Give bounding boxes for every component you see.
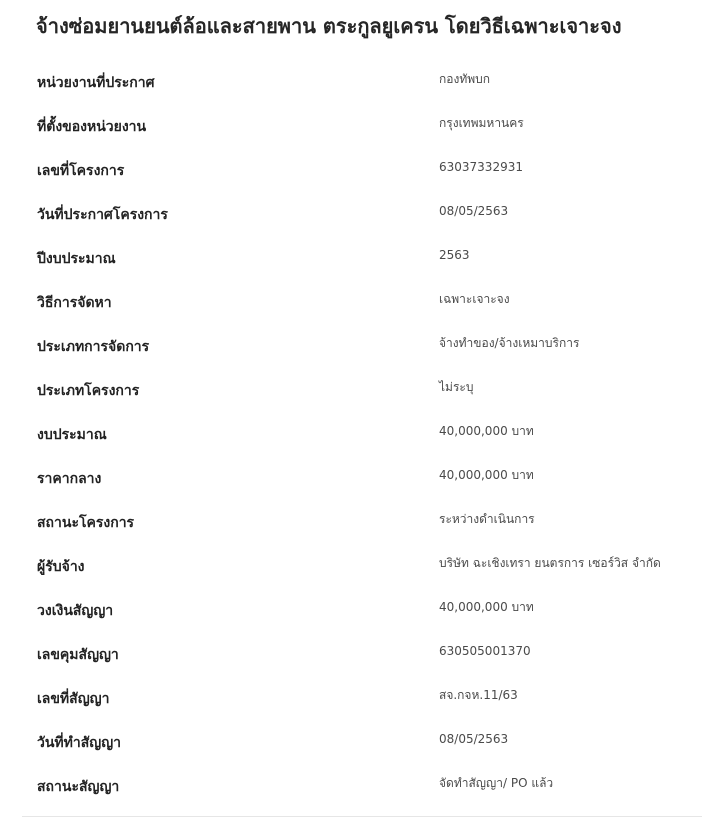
detail-row-reference-price	[0, 456, 724, 500]
detail-label: หน่วยงานที่ประกาศ	[37, 75, 155, 91]
detail-label: สถานะสัญญา	[37, 779, 120, 795]
detail-value: ระหว่างดำเนินการ	[439, 512, 535, 526]
detail-value: 08/05/2563	[439, 732, 509, 746]
page-title: จ้างซ่อมยานยนต์ล้อและสายพาน ตระกูลยูเครน โดยวิธีเฉพาะเจาะจง	[36, 14, 622, 38]
detail-label: เลขคุมสัญญา	[37, 647, 119, 663]
detail-value: จัดทำสัญญา/ PO แล้ว	[439, 776, 554, 790]
detail-row-contract-control-number	[0, 632, 724, 676]
detail-label: เลขที่โครงการ	[37, 163, 125, 179]
detail-row-agency	[0, 60, 724, 104]
detail-value: 08/05/2563	[439, 204, 509, 218]
detail-row-project-type	[0, 368, 724, 412]
detail-list	[0, 60, 724, 808]
detail-value: 630505001370	[439, 644, 531, 658]
detail-value: เฉพาะเจาะจง	[439, 292, 510, 306]
detail-row-announce-date	[0, 192, 724, 236]
bottom-divider	[22, 816, 702, 817]
detail-label: ผู้รับจ้าง	[37, 559, 85, 575]
detail-row-contract-status	[0, 764, 724, 808]
detail-row-budget	[0, 412, 724, 456]
detail-row-contract-amount	[0, 588, 724, 632]
detail-row-contract-number	[0, 676, 724, 720]
detail-label: สถานะโครงการ	[37, 515, 135, 531]
detail-row-fiscal-year	[0, 236, 724, 280]
detail-row-agency-location	[0, 104, 724, 148]
detail-row-procurement-type	[0, 324, 724, 368]
detail-label: ประเภทการจัดการ	[37, 339, 150, 355]
detail-row-project-number	[0, 148, 724, 192]
detail-value: 40,000,000 บาท	[439, 600, 534, 614]
detail-value: 2563	[439, 248, 470, 262]
detail-value: จ้างทำของ/จ้างเหมาบริการ	[439, 336, 580, 350]
detail-value: กรุงเทพมหานคร	[439, 116, 524, 130]
detail-label: ที่ตั้งของหน่วยงาน	[37, 119, 147, 135]
detail-value: ไม่ระบุ	[439, 380, 474, 394]
detail-row-project-status	[0, 500, 724, 544]
detail-value: กองทัพบก	[439, 72, 491, 86]
detail-label: งบประมาณ	[37, 427, 107, 443]
detail-label: วันที่ประกาศโครงการ	[37, 207, 168, 223]
detail-label: เลขที่สัญญา	[37, 691, 110, 707]
detail-value: 40,000,000 บาท	[439, 468, 534, 482]
detail-label: ปีงบประมาณ	[37, 251, 116, 267]
detail-label: วันที่ทำสัญญา	[37, 735, 122, 751]
detail-label: ประเภทโครงการ	[37, 383, 140, 399]
detail-value: 63037332931	[439, 160, 523, 174]
detail-value: บริษัท ฉะเชิงเทรา ยนตรการ เซอร์วิส จำกัด	[439, 556, 661, 570]
detail-label: วิธีการจัดหา	[37, 295, 112, 311]
detail-row-contract-date	[0, 720, 724, 764]
detail-row-procurement-method	[0, 280, 724, 324]
detail-label: ราคากลาง	[37, 471, 102, 487]
detail-value: สจ.กจห.11/63	[439, 688, 518, 702]
detail-value: 40,000,000 บาท	[439, 424, 534, 438]
detail-label: วงเงินสัญญา	[37, 603, 114, 619]
detail-row-contractor	[0, 544, 724, 588]
